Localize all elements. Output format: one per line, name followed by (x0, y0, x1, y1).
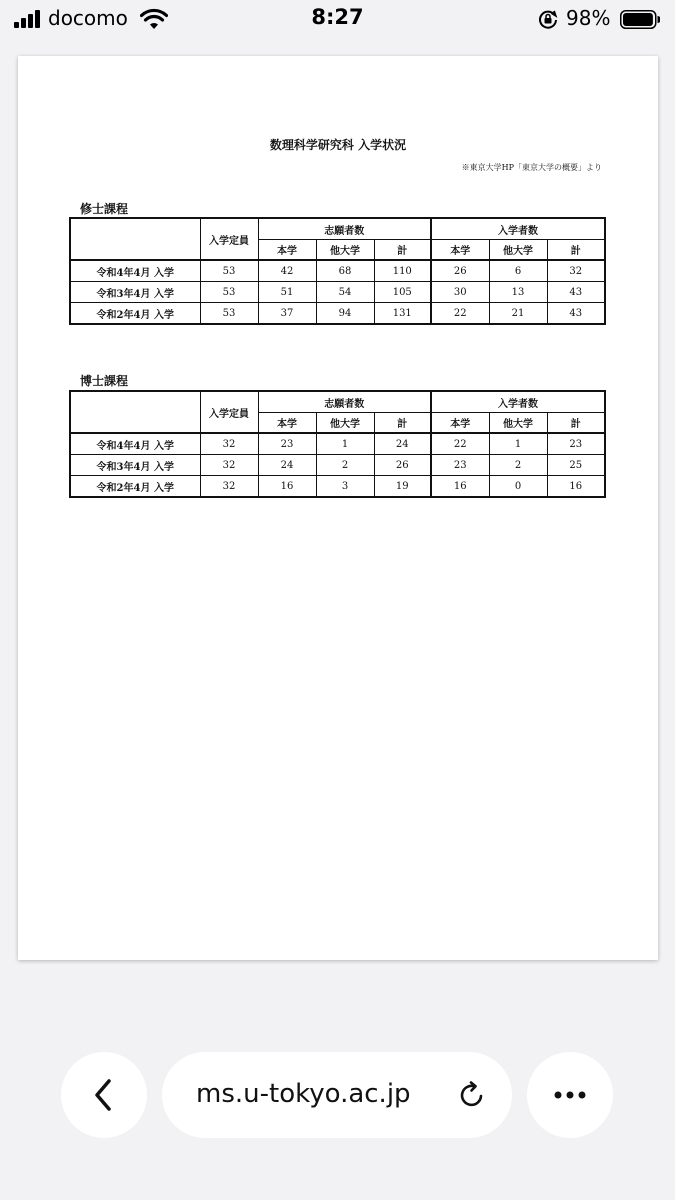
status-time: 8:27 (311, 5, 364, 29)
capacity-cell: 53 (200, 303, 258, 325)
value-cell: 21 (489, 303, 547, 325)
section-label-doctoral: 博士課程 (80, 374, 129, 388)
rotation-lock-icon (538, 9, 558, 29)
subheader-cell: 計 (547, 240, 605, 261)
capacity-cell: 53 (200, 282, 258, 303)
value-cell: 13 (489, 282, 547, 303)
table-row (70, 303, 605, 325)
subheader-cell: 他大学 (316, 413, 374, 434)
header-applicants: 志願者数 (258, 391, 431, 413)
table-row (70, 282, 605, 303)
row-label: 令和4年4月 入学 (70, 260, 200, 282)
table-row (70, 260, 605, 282)
row-label: 令和3年4月 入学 (70, 282, 200, 303)
header-enrolled: 入学者数 (431, 391, 605, 413)
carrier-name: docomo (48, 6, 128, 30)
row-label: 令和3年4月 入学 (70, 455, 200, 476)
battery-icon (620, 10, 660, 29)
value-cell: 105 (374, 282, 431, 303)
value-cell: 23 (431, 455, 489, 476)
header-capacity: 入学定員 (200, 391, 258, 433)
value-cell: 16 (547, 476, 605, 498)
value-cell: 110 (374, 260, 431, 282)
section-label-masters: 修士課程 (80, 202, 129, 216)
document-title: 数理科学研究科 入学状況 (269, 138, 407, 152)
value-cell: 19 (374, 476, 431, 498)
header-capacity: 入学定員 (200, 218, 258, 260)
subheader-cell: 本学 (258, 240, 316, 261)
url-text: ms.u-tokyo.ac.jp (196, 1079, 411, 1109)
document-page (18, 56, 658, 960)
value-cell: 43 (547, 282, 605, 303)
subheader-cell: 計 (374, 240, 431, 261)
value-cell: 25 (547, 455, 605, 476)
capacity-cell: 32 (200, 455, 258, 476)
value-cell: 131 (374, 303, 431, 325)
value-cell: 68 (316, 260, 374, 282)
value-cell: 23 (547, 433, 605, 455)
value-cell: 1 (489, 433, 547, 455)
value-cell: 26 (431, 260, 489, 282)
value-cell: 32 (547, 260, 605, 282)
reload-icon[interactable] (457, 1080, 487, 1110)
value-cell: 1 (316, 433, 374, 455)
subheader-cell: 計 (374, 413, 431, 434)
value-cell: 16 (431, 476, 489, 498)
address-bar[interactable] (162, 1052, 512, 1138)
value-cell: 30 (431, 282, 489, 303)
more-button[interactable] (527, 1052, 613, 1138)
value-cell: 51 (258, 282, 316, 303)
value-cell: 37 (258, 303, 316, 325)
row-label: 令和4年4月 入学 (70, 433, 200, 455)
subheader-cell: 他大学 (316, 240, 374, 261)
value-cell: 2 (489, 455, 547, 476)
value-cell: 26 (374, 455, 431, 476)
value-cell: 24 (374, 433, 431, 455)
table-row (70, 433, 605, 455)
more-icon (527, 1052, 613, 1138)
header-applicants: 志願者数 (258, 218, 431, 240)
row-label: 令和2年4月 入学 (70, 476, 200, 498)
back-chevron-icon (61, 1052, 147, 1138)
value-cell: 22 (431, 303, 489, 325)
capacity-cell: 53 (200, 260, 258, 282)
corner-cell (70, 391, 200, 433)
subheader-cell: 計 (547, 413, 605, 434)
subheader-cell: 他大学 (489, 240, 547, 261)
table-row (70, 476, 605, 498)
subheader-cell: 本学 (431, 240, 489, 261)
value-cell: 42 (258, 260, 316, 282)
value-cell: 94 (316, 303, 374, 325)
battery-percent: 98% (566, 6, 611, 30)
value-cell: 3 (316, 476, 374, 498)
back-button[interactable] (61, 1052, 147, 1138)
value-cell: 24 (258, 455, 316, 476)
status-bar (0, 0, 675, 40)
table-row (70, 455, 605, 476)
value-cell: 22 (431, 433, 489, 455)
row-label: 令和2年4月 入学 (70, 303, 200, 325)
value-cell: 16 (258, 476, 316, 498)
value-cell: 0 (489, 476, 547, 498)
subheader-cell: 本学 (258, 413, 316, 434)
capacity-cell: 32 (200, 433, 258, 455)
masters-admission-table (69, 217, 606, 325)
value-cell: 6 (489, 260, 547, 282)
capacity-cell: 32 (200, 476, 258, 498)
source-note: ※東京大学HP「東京大学の概要」より (461, 163, 602, 172)
value-cell: 54 (316, 282, 374, 303)
value-cell: 2 (316, 455, 374, 476)
corner-cell (70, 218, 200, 260)
value-cell: 43 (547, 303, 605, 325)
subheader-cell: 本学 (431, 413, 489, 434)
header-enrolled: 入学者数 (431, 218, 605, 240)
doctoral-admission-table (69, 390, 606, 498)
subheader-cell: 他大学 (489, 413, 547, 434)
value-cell: 23 (258, 433, 316, 455)
